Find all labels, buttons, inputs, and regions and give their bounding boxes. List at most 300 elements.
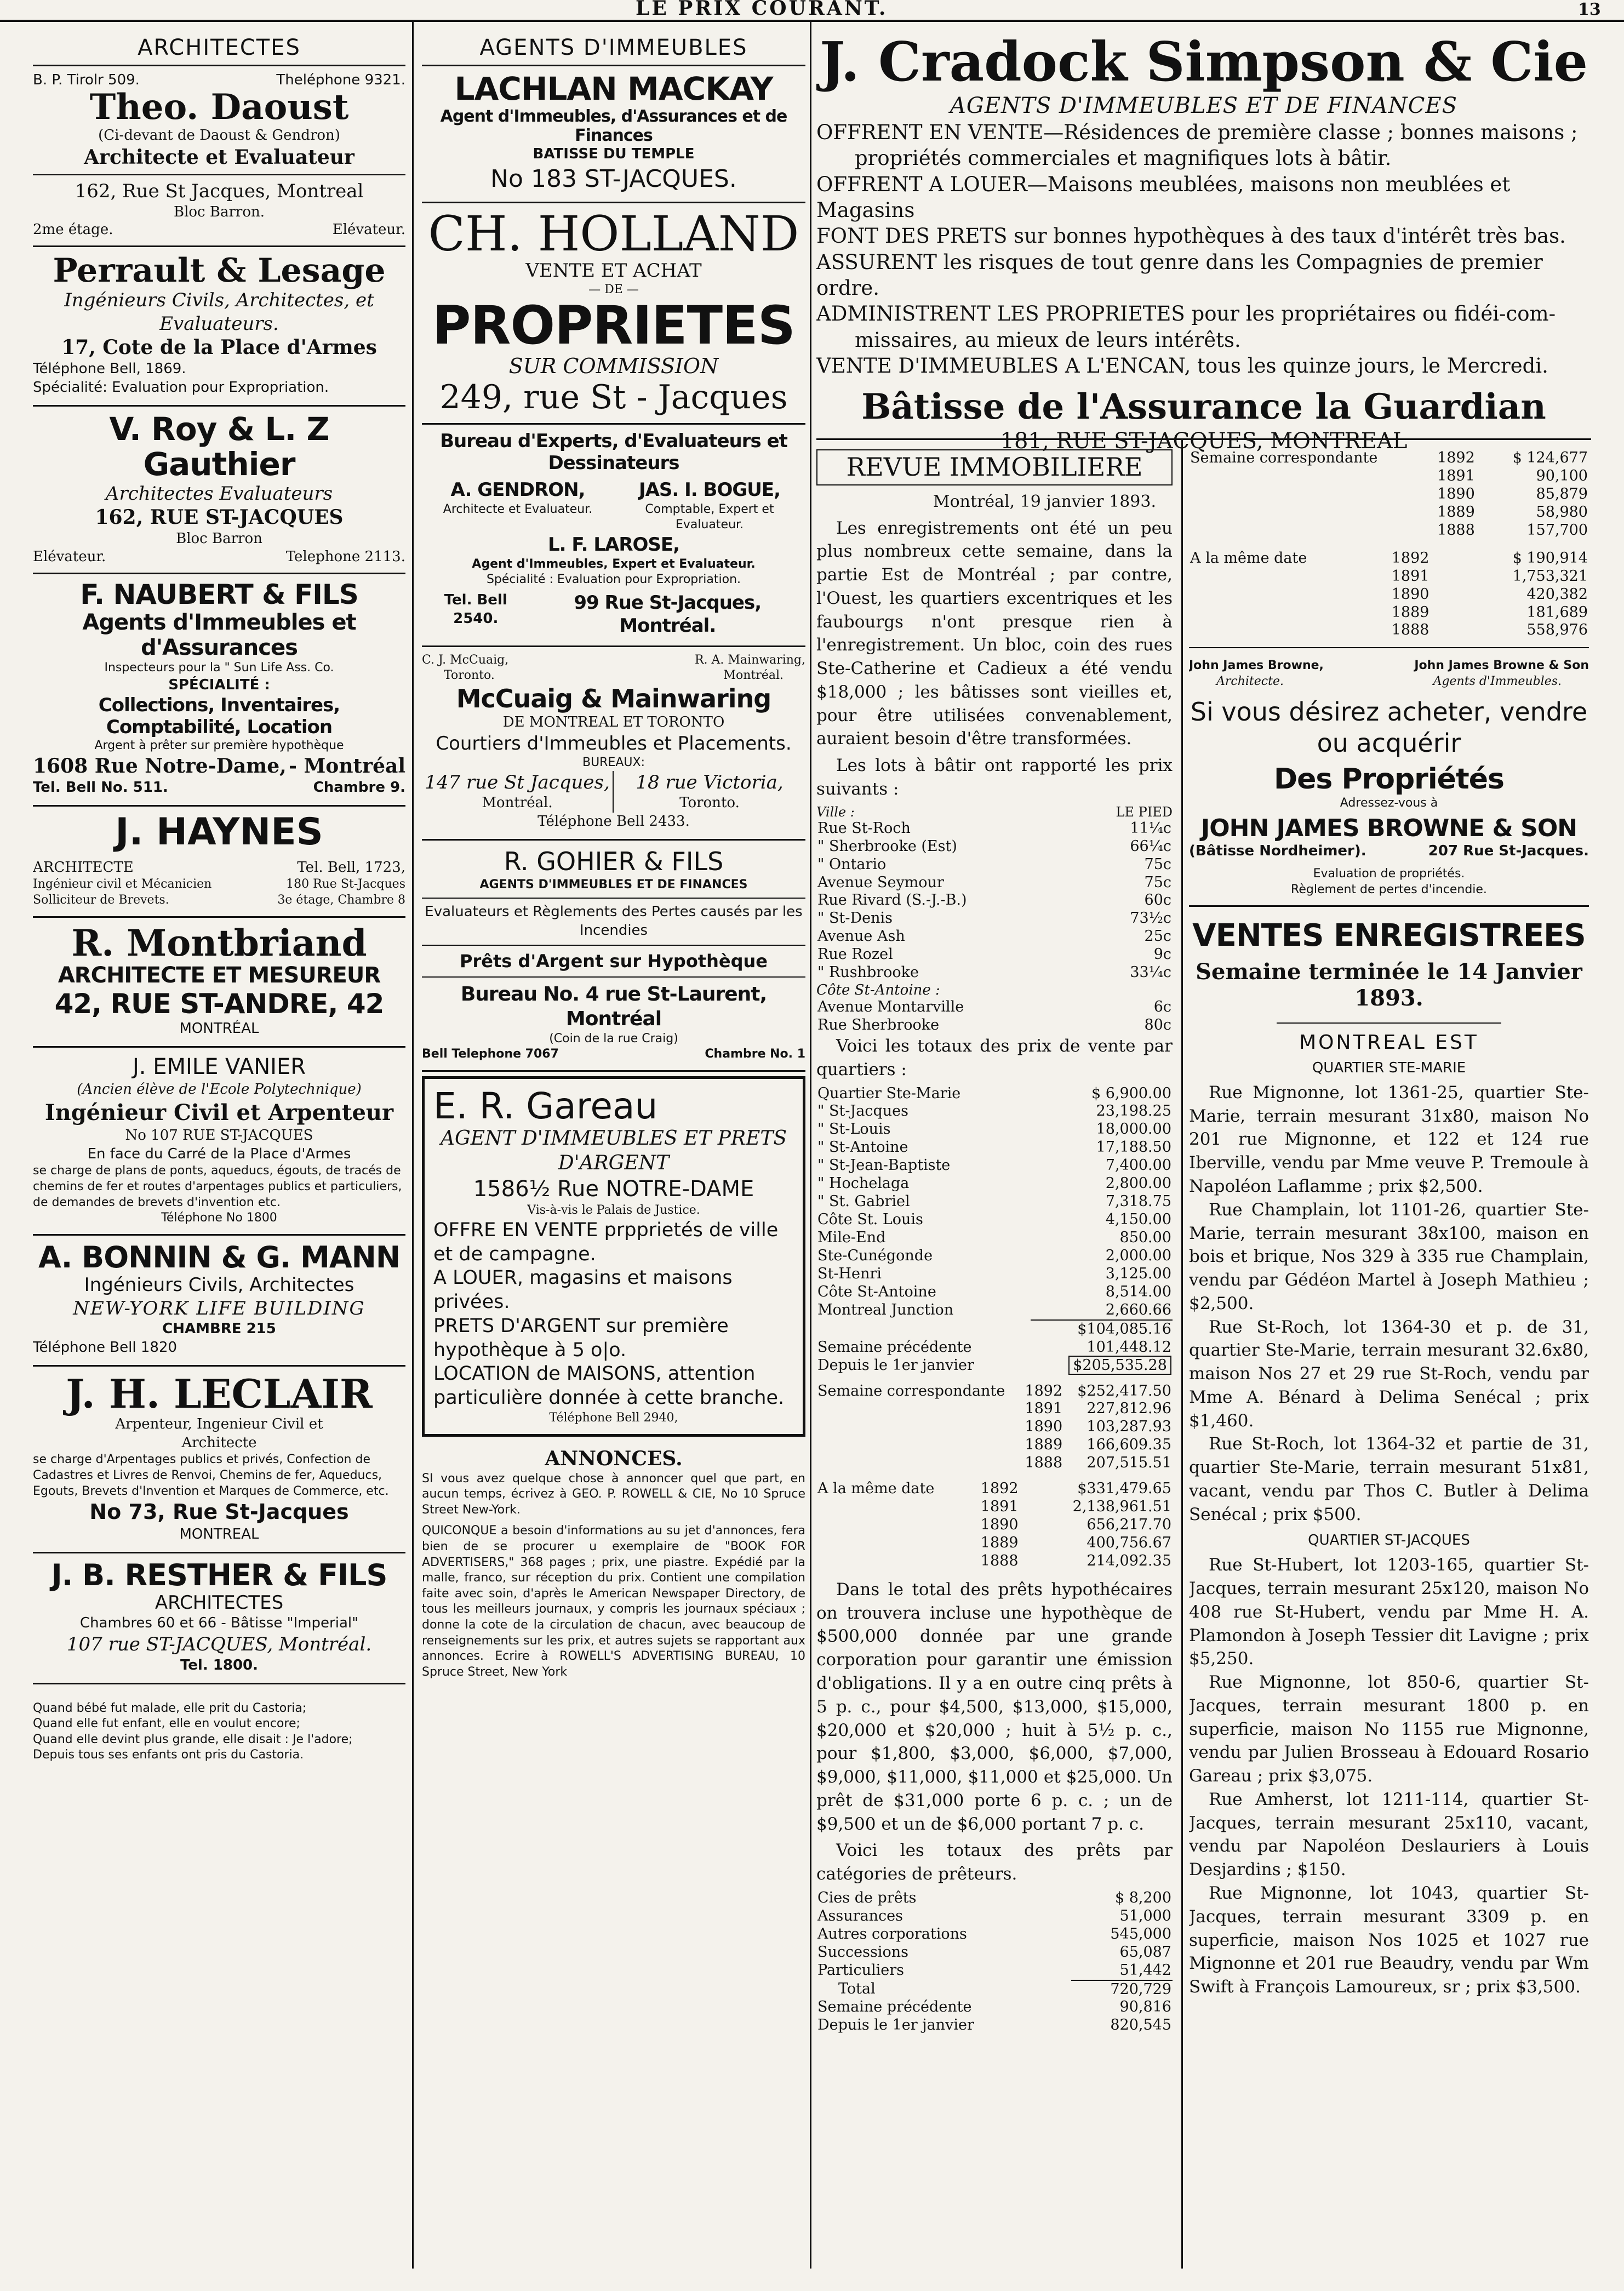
row-label: 1888 [1437,521,1475,539]
table-row [816,1944,1173,1962]
ad-bureau-experts [422,425,805,647]
total-value: $104,085.16 [1031,1320,1173,1339]
inspectors: Inspecteurs pour la " Sun Life Ass. Co. [104,660,334,675]
annonces [422,1441,805,1688]
row-value: 9c [1153,946,1171,963]
row-label: 1888 [1025,1454,1063,1472]
row-label: Cies de prêts [817,1889,917,1906]
row-label: 1889 [1437,503,1475,521]
table-row [816,892,1173,910]
row-prefix: Semaine correspondante [817,1382,1005,1399]
row-value: 90,100 [1536,467,1588,484]
ad-naubert [33,574,405,807]
ad-roy [33,407,405,574]
row-prefix [816,1418,1023,1436]
building: BATISSE DU TEMPLE [533,145,695,162]
specialty-heading: SPÉCIALITÉ : [168,676,270,693]
firm-title: Architecte et Evaluateur [84,146,354,169]
telephone: Tel. Bell No. 511. [33,779,168,796]
annonces-p2: QUICONQUE a besoin d'informations au su jet d'annonces, fera bien de se procurer u exemplaire de "BOOK FOR ADVERTISERS," 368 pages ; prix, une piastre. Expédié par la malle, franco, sur réception du prix. Contient une compilation faite avec soin, d'après le American Newspaper Directory, de tous les meilleurs journaux, y compris les journaux spéciaux ; donne la cote de la circulation de chacun, avec beaucoup de renseignements sur les prix, et autres sujets se rapportant aux annonces. Ecrire à ROWELL'S ADVERTISING BUREAU, 10 Spruce Street, New York [422,1524,805,1679]
ad-daoust [33,66,405,247]
table-row [816,1382,1173,1401]
table-row [816,1102,1173,1121]
depuis2-value: 820,545 [1110,2016,1171,2034]
profession: AGENTS D'IMMEUBLES ET DE FINANCES [950,93,1458,118]
region: MONTREAL EST [1299,1031,1479,1054]
vente-1: Rue Mignonne, lot 1361-25, quartier Ste-Marie, terrain mesurant 31x80, maison No 201 rue Mignonne, et 122 et 124 rue Iberville, vendu par Mme veuve P. Tremoule à Napoléon Laflamme ; prix $2,500. [1189,1082,1589,1196]
partner-1: C. J. McCuaig, [422,653,509,667]
row-value: 545,000 [1110,1925,1171,1943]
role-gendron: Architecte et Evaluateur. [443,502,593,516]
row-label: Successions [817,1943,908,1961]
row-prefix [1189,504,1436,522]
offer-line: OFFRENT EN VENTE—Résidences de première classe ; bonnes maisons ; [816,120,1578,144]
chambre: Chambre No. 1 [705,1047,805,1061]
firm-name: R. GOHIER & FILS [504,846,724,876]
browne-bldg: (Bâtisse Nordheimer). [1189,843,1366,860]
row-prefix [816,1454,1023,1472]
row-value: 58,980 [1536,503,1588,521]
row-value: $331,479.65 [1077,1480,1171,1498]
row-label: Rue Sherbrooke [817,1016,940,1034]
haynes-r1: Tel. Bell, 1723, [297,859,405,876]
proprietes: PROPRIETES [432,295,795,357]
cote-label: Côte St-Antoine : [816,982,940,999]
row-label: 1889 [1025,1436,1063,1454]
row-label: 1891 [1025,1400,1063,1418]
address: 162, RUE ST-JACQUES [95,506,344,529]
header-title: LE PRIX COURANT. [636,0,888,20]
telephone: Téléphone Bell 2433. [537,813,690,830]
profession: Architectes Evaluateurs [105,482,333,505]
annonces-title: ANNONCES. [545,1447,683,1470]
row-value: $ 6,900.00 [1091,1084,1171,1102]
row-value: 2,800.00 [1105,1175,1171,1192]
row-label: 1892 [980,1480,1019,1498]
offer-line: VENTE D'IMMEUBLES A L'ENCAN, tous les quinze jours, le Mercredi. [816,354,1548,378]
row-value: 73½c [1130,910,1171,927]
table-row [816,1516,1173,1534]
castoria-line-1: Quand bébé fut malade, elle prit du Castoria; [33,1701,307,1715]
table-row [816,1283,1173,1301]
table-row [816,1157,1173,1175]
offer-2: A LOUER, magasins et maisons privées. [433,1267,733,1313]
elevateur: Elévateur. [33,548,106,565]
etage: 2me étage. [33,221,113,238]
row-label: " St-Denis [817,910,893,927]
quartiers-table [816,1085,1173,1319]
row-value: 656,217.70 [1087,1516,1171,1534]
table-row [816,1418,1173,1436]
row-value: 51,000 [1119,1907,1171,1924]
row-label: 1892 [1437,449,1475,466]
preteurs-totals [816,1980,1173,2035]
role-bogue: Comptable, Expert et Evaluateur. [645,502,774,532]
offer-line: FONT DES PRETS sur bonnes hypothèques à des taux d'intérêt très bas. [816,224,1566,248]
ventes-title: VENTES ENREGISTREES [1192,918,1586,954]
address: 1586½ Rue NOTRE-DAME [473,1176,754,1202]
revue-p4: Dans le total des prêts hypothécaires on trouvera incluse une hypothèque de $500,000 donnée par une grande corporation pour garantir une émission d'obligations. Il y a en outre cinq prêts à 5 p. c., pour $4,500, $13,000, $15,000, $20,000 et $20,000 ; huit à 5½ p. c., pour $1,800, $3,000, $6,000, $7,000, $9,000, $11,000, $11,000 et $25,000. Un prêt de $31,000 porte 6 p. c. ; un de $9,500 et un de $6,000 portant 7 p. c. [816,1579,1173,1834]
castoria-ad [33,1684,405,1771]
haynes-r2: 180 Rue St-Jacques [286,877,405,892]
offer-line: ADMINISTRENT LES PROPRIETES pour les propriétaires ou fidéi-com- [816,302,1556,326]
profession: Ingénieurs Civils, Architectes [84,1274,354,1296]
bp-number: B. P. Tirolr 509. [33,72,140,88]
row-value: 65,087 [1119,1943,1171,1961]
chambres: Chambres 60 et 66 - Bâtisse "Imperial" [79,1615,359,1632]
haynes-l3: Solliciteur de Brevets. [33,893,169,907]
firm-name: Perrault & Lesage [53,252,386,290]
row-label: " St-Jacques [817,1102,909,1120]
row-value: 51,442 [1119,1961,1171,1979]
column-agents-immeubles [422,33,805,2269]
address: 249, rue St - Jacques [439,378,788,417]
address: 1608 Rue Notre-Dame, [33,754,287,778]
vente-5: Rue St-Hubert, lot 1203-165, quartier St-Jacques, terrain mesurant 25x120, maison No 408 rue St-Hubert, vendu par Mme H. A. Plamondon à Joseph Tessier dit Lavigne ; prix $5,250. [1189,1555,1589,1669]
table-row [816,998,1173,1016]
office-1: 147 rue St Jacques, [425,771,610,793]
haynes-r3: 3e étage, Chambre 8 [277,893,405,907]
address: Bureau No. 4 rue St-Laurent, Montréal [460,982,767,1030]
total2-value: 720,729 [1071,1980,1173,1999]
row-value: 103,287.93 [1087,1418,1171,1436]
row-prefix [816,1516,980,1534]
specialty: Collections, Inventaires, Comptabilité, Location [98,694,340,739]
address: 162, Rue St Jacques, Montreal [75,180,364,203]
profession: Agent d'Immeubles, d'Assurances et de Finances [440,106,787,145]
partner-1-city: Toronto. [444,669,495,683]
row-prefix [816,1534,980,1552]
ad-gohier [422,841,805,1072]
table-row [1189,504,1589,522]
firm-name: R. Montbriand [71,921,367,964]
former: (Ancien élève de l'Ecole Polytechnique) [77,1081,362,1098]
prec2-value: 90,816 [1119,1998,1171,2016]
row-value: 80c [1144,1016,1171,1034]
table-row [816,1454,1173,1472]
address: No 107 RUE ST-JACQUES [125,1127,313,1144]
page-header [0,0,1624,22]
table-row [816,1498,1173,1516]
table-row [816,1139,1173,1157]
row-value: 850.00 [1119,1229,1171,1247]
row-label: " Ontario [817,855,887,873]
divider [816,438,1591,440]
table-row [816,874,1173,892]
profession: AGENTS D'IMMEUBLES ET DE FINANCES [479,878,748,892]
haynes-l1: ARCHITECTE [33,859,134,876]
ad-montbriand [33,918,405,1048]
telephone: Téléphone Bell 2940, [549,1410,678,1425]
row-label: 1890 [1391,585,1429,603]
row-label: St-Henri [817,1265,882,1282]
table-row [816,1016,1173,1035]
table-row [816,1229,1173,1247]
vente-7: Rue Amherst, lot 1211-114, quartier St-Jacques, terrain mesurant 25x110, vacant, vendu par Napoléon Deslauriers à Louis Desjardins ; $150. [1189,1789,1589,1880]
meme-table [816,1480,1173,1570]
address: No 183 ST-JACQUES. [490,164,737,193]
lots-ville-table [816,820,1173,982]
offer-3: PRETS D'ARGENT sur première hypothèque à 5 o|o. [433,1315,729,1361]
browne-adr: Adressez-vous à [1340,796,1438,810]
row-label: 1891 [980,1498,1019,1516]
row-value: $ 190,914 [1512,549,1588,567]
vente-4: Rue St-Roch, lot 1364-32 et partie de 31, quartier Ste-Marie, terrain mesurant 51x81, vacant, vendu par Thos C. Butler à Delima Senécal ; prix $500. [1189,1434,1589,1524]
lots-cote-table [816,998,1173,1035]
quartier-ste-marie: QUARTIER STE-MARIE [1312,1060,1466,1077]
table-row [816,856,1173,874]
depuis-label: Depuis le 1er janvier [817,1356,974,1374]
table-row [816,1962,1173,1980]
table-row [1189,467,1589,485]
vente-2: Rue Champlain, lot 1101-26, quartier Ste-Marie, terrain mesurant 38x100, maison en bois et brique, Nos 329 à 335 rue Champlain, vendu par Gédéon Martel à Joseph Mathieu ; $2,500. [1189,1199,1589,1313]
name-gendron: A. GENDRON, [450,479,585,501]
chambre: Chambre 9. [313,779,405,796]
row-value: 3,125.00 [1105,1265,1171,1282]
specialty: Spécialité : Evaluation pour Expropriation. [486,573,741,587]
firm-name: E. R. Gareau [433,1084,658,1127]
building: Bâtisse de l'Assurance la Guardian [861,386,1546,428]
total2-label: Total [838,1980,876,1998]
offer-1: OFFRE EN VENTE prpprietés de ville et de campagne. [433,1219,779,1265]
row-label: Rue Rivard (S.-J.-B.) [817,892,967,909]
row-label: 1892 [1025,1382,1063,1399]
address: 42, RUE ST-ANDRE, 42 [54,988,384,1020]
vente-3: Rue St-Roch, lot 1364-30 et p. de 31, quartier Ste-Marie, terrain mesurant 32.6x80, maison Nos 27 et 29 rue St-Roch, vendu par Mme A. Bénard à Delima Senécal ; prix $1,460. [1189,1317,1589,1431]
table-row [816,1907,1173,1926]
table-row [816,1193,1173,1211]
quartier-st-jacques: QUARTIER ST-JACQUES [1308,1532,1470,1549]
table-row [816,1534,1173,1552]
table-row [816,1926,1173,1944]
ventes-semaine: Semaine terminée le 14 Janvier 1893. [1196,959,1582,1012]
row-value: $252,417.50 [1077,1382,1171,1399]
row-label: " Hochelaga [817,1175,910,1192]
column-rule [412,22,414,2269]
offer-line: OFFRENT A LOUER—Maisons meublées, maisons non meublées et Magasins [816,172,1511,222]
table-row [1189,568,1589,586]
row-label: " Sherbrooke (Est) [817,837,957,855]
row-value: 75c [1144,873,1171,891]
row-value: 60c [1144,892,1171,909]
row-value: 66¼c [1130,837,1171,855]
browne-r1: John James Browne & Son [1414,659,1589,673]
table-row [816,946,1173,964]
telephone: Téléphone Bell 1820 [33,1339,178,1356]
ad-gareau [422,1076,805,1437]
row-value: 85,879 [1536,485,1588,502]
building: NEW-YORK LIFE BUILDING [73,1297,365,1319]
face: En face du Carré de la Place d'Armes [87,1145,351,1162]
ad-mackay [422,66,805,203]
depuis2-label: Depuis le 1er janvier [817,2016,974,2034]
revue-p1: Les enregistrements ont été un peu plus nombreux cette semaine, dans la partie Est de Montréal ; par contre, l'Ouest, les quartiers excentriques et les faubourgs n'ont presque rien à l'enregistrement. Un bloc, coin des rues Ste-Catherine et Cadieux a été vendu $18,000 ; les bâtisses sont vieilles et, pour être utilisées convenablement, auraient besoin d'être transformées. [816,518,1173,749]
row-value: 2,138,961.51 [1072,1498,1171,1516]
firm-title: Ingénieur Civil et Arpenteur [44,1099,394,1125]
row-value: 8,514.00 [1105,1283,1171,1300]
cities: DE MONTREAL ET TORONTO [502,713,725,730]
table-row [816,838,1173,856]
row-value: 227,812.96 [1087,1400,1171,1418]
city: MONTREAL [179,1526,259,1542]
row-prefix [1189,568,1391,586]
row-label: Avenue Seymour [817,873,944,891]
name-bogue: JAS. I. BOGUE, [638,479,781,501]
revue-date: Montréal, 19 janvier 1893. [933,492,1156,511]
prec-value: 101,448.12 [1087,1338,1171,1356]
office-2-city: Toronto. [679,795,740,812]
profession: Arpenteur, Ingenieur Civil et [115,1415,323,1432]
browne-addr: 207 Rue St-Jacques. [1428,843,1589,860]
table-row [1189,485,1589,504]
row-value: 214,092.35 [1087,1552,1171,1569]
row-label: Ste-Cunégonde [817,1247,933,1264]
row-label: " St-Louis [817,1121,891,1138]
firm-name: J. H. LECLAIR [66,1370,373,1417]
table-row [1189,586,1589,604]
row-prefix: A la même date [1190,549,1307,567]
row-label: Mile-End [817,1229,886,1247]
address: 107 rue ST-JACQUES, Montréal. [66,1633,372,1656]
row-value: 166,609.35 [1087,1436,1171,1454]
vis-a-vis: Vis-à-vis le Palais de Justice. [527,1203,700,1218]
prec-label: Semaine précédente [817,1338,972,1356]
firm-name: A. BONNIN & G. MANN [38,1239,401,1275]
partner-2-city: Montréal. [723,669,784,683]
row-prefix [816,1436,1023,1454]
telephone: Tel. Bell 2540. [444,591,507,627]
row-label: " St-Jean-Baptiste [817,1157,951,1174]
row-label: " St. Gabriel [817,1193,910,1210]
row-prefix: Semaine correspondante [1190,449,1378,466]
table-row [816,1552,1173,1570]
table-row [816,1889,1173,1907]
firm-title: ARCHITECTES [155,1591,284,1614]
former-name: (Ci-devant de Daoust & Gendron) [98,127,340,144]
row-prefix [1189,522,1436,540]
browne-h1: Si vous désirez acheter, vendre ou acquérir [1190,696,1588,758]
castoria-line-3: Quand elle devint plus grande, elle disait : Je l'adore; [33,1732,353,1746]
row-label: 1890 [1025,1418,1063,1436]
row-label: 1888 [980,1552,1019,1569]
address: 17, Cote de la Place d'Armes [61,336,377,359]
firm-name: J. EMILE VANIER [132,1054,306,1079]
section-title: ARCHITECTES [33,33,405,66]
row-label: Rue Rozel [817,946,893,963]
specialty: Spécialité: Evaluation pour Expropriation. [33,379,329,396]
bureau-title: Bureau d'Experts, d'Evaluateurs et Dessinateurs [440,430,787,475]
profession: Courtiers d'Immeubles et Placements. [436,732,792,755]
ad-perrault [33,247,405,407]
table-row [1189,604,1589,622]
row-label: 1890 [1437,485,1475,502]
architecte: Architecte [181,1434,257,1451]
office-1-city: Montréal. [482,795,553,812]
table-row [816,964,1173,982]
city: MONTRÉAL [179,1020,259,1037]
offer-line: propriétés commerciales et magnifiques lots à bâtir. [855,146,1392,170]
firm-name: F. NAUBERT & FILS [80,578,358,610]
description: se charge d'Arpentages publics et privés, Confection de Cadastres et Livres de Renvoi, Chemins de fer, Aqueducs, Egouts, Brevets d'Invention et Marques de Commerce, etc. [33,1453,389,1498]
offer-lines [816,119,1591,379]
row-value: $ 8,200 [1114,1889,1171,1906]
row-label: Quartier Ste-Marie [817,1084,961,1102]
chambre: CHAMBRE 215 [162,1321,276,1338]
row-label: Particuliers [817,1961,904,1979]
ad-mccuaig [422,647,805,841]
browne-r1b: Agents d'Immeubles. [1433,674,1562,688]
row-label: Avenue Montarville [817,998,964,1016]
coin: (Coin de la rue Craig) [549,1031,678,1045]
row-label: 1888 [1391,621,1429,639]
column-ventes [1189,449,1589,2269]
table-row [816,1121,1173,1139]
corr-table [816,1382,1173,1473]
row-label: " St-Antoine [817,1139,908,1156]
row-label: 1891 [1391,567,1429,585]
table-row [816,1400,1173,1418]
table-row [816,1211,1173,1229]
office-2: 18 rue Victoria, [636,771,784,793]
table-row [1189,550,1589,568]
header-page-number: 13 [1578,0,1601,19]
table-row [816,910,1173,928]
meme-table [1189,550,1589,640]
firm-name: J. HAYNES [115,810,323,854]
address: No 73, Rue St-Jacques [89,1500,349,1524]
row-value: 75c [1144,855,1171,873]
row-value: 33¼c [1130,964,1171,981]
row-label: " Rushbrooke [817,964,919,981]
row-value: 181,689 [1526,603,1588,621]
haynes-l2: Ingénieur civil et Mécanicien [33,877,212,892]
firm-name: McCuaig & Mainwaring [456,683,771,713]
telephone: Téléphone No 1800 [161,1211,277,1225]
row-label: 1892 [1391,549,1429,567]
column-rule [810,22,811,2269]
column-architectes [33,33,405,2269]
table-row [816,1480,1173,1498]
row-prefix [816,1400,1023,1418]
telephone: Telephone 2113. [285,548,405,565]
profession: Agents d'Immeubles et d'Assurances [82,609,356,660]
row-label: Montreal Junction [817,1301,954,1318]
line-2: Prêts d'Argent sur Hypothèque [460,950,768,972]
row-value: 7,400.00 [1105,1157,1171,1174]
table-row [1189,522,1589,540]
row-value: 23,198.25 [1096,1102,1171,1120]
row-value: $ 124,677 [1512,449,1588,466]
table-row [1189,449,1589,467]
vente-6: Rue Mignonne, lot 850-6, quartier St-Jacques, terrain mesurant 1800 p. en superficie, maison No 1155 rue Mignonne, vendu par Julien Brosseau à Edouard Rosario Gareau ; prix $3,075. [1189,1672,1589,1786]
telephone: Bell Telephone 7067 [422,1047,559,1061]
row-prefix [1189,467,1436,485]
commission: SUR COMMISSION [508,353,719,378]
castoria-line-2: Quand elle fut enfant, elle en voulut encore; [33,1717,300,1731]
row-value: 17,188.50 [1096,1139,1171,1156]
browne-name: JOHN JAMES BROWNE & SON [1200,814,1577,843]
bureaux: BUREAUX: [582,756,645,770]
bloc: Bloc Barron [176,530,262,547]
telephone: Theléphone 9321. [276,72,405,88]
firm-name: Theo. Daoust [89,87,349,128]
firm-name: J. Cradock Simpson & Cie [819,33,1588,94]
table-row [816,1085,1173,1103]
partner-2: R. A. Mainwaring, [694,653,805,667]
totals-table [816,1319,1173,1375]
table-row [816,1301,1173,1319]
browne-l1b: Architecte. [1216,674,1284,688]
